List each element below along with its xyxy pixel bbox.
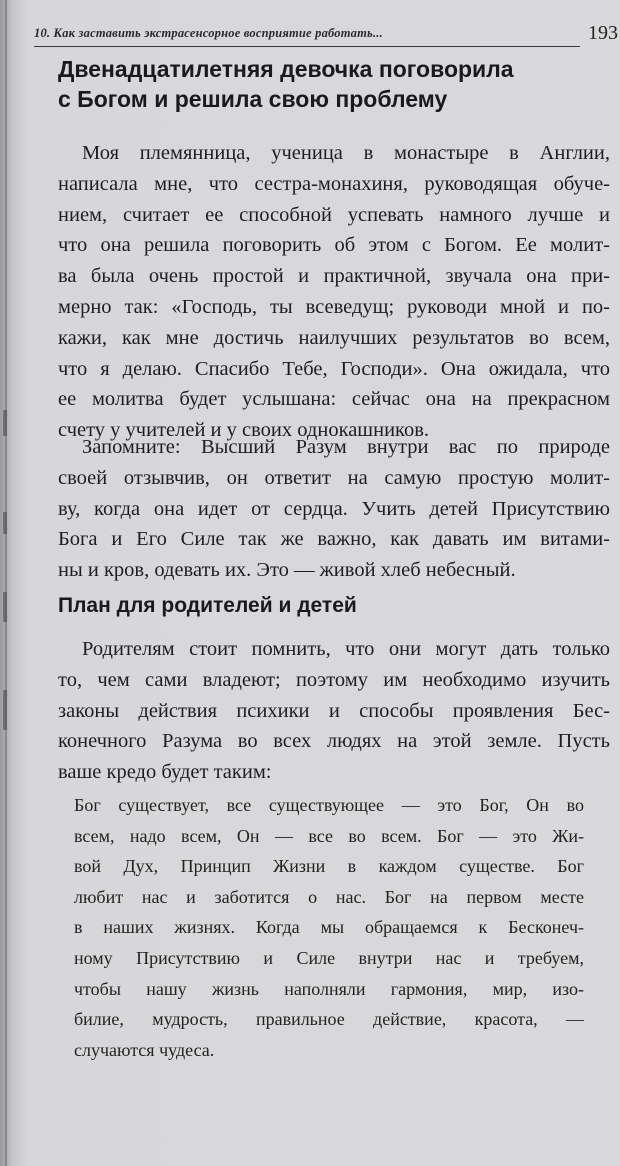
- section-title-line: План для родителей и детей: [58, 594, 357, 617]
- credo-quote: [74, 790, 584, 1065]
- paragraph-remember: [58, 432, 610, 586]
- text-line: законы действия психики и способы проявления Бес-: [58, 699, 610, 722]
- running-head: 10. Как заставить экстрасенсорное восприятие работать...: [34, 26, 383, 40]
- text-line: ваше кредо будет таким:: [58, 761, 272, 784]
- text-line: что она решила поговорить об этом с Богом. Ее молит-: [58, 234, 610, 257]
- text-line: Бога и Его Силе так же важно, как давать им витами-: [58, 528, 610, 551]
- text-line: конечного Разума во всех людях на этой земле. Пусть: [58, 730, 610, 753]
- quote-line: всем, надо всем, Он — все во всем. Бог — это Жи-: [74, 825, 584, 846]
- quote-line: билие, мудрость, правильное действие, красота, —: [74, 1009, 584, 1030]
- quote-line: Бог существует, все существующее — это Бог, Он во: [74, 795, 584, 815]
- margin-mark: [3, 690, 7, 730]
- quote-line: чтобы нашу жизнь наполняли гармония, мир, изо-: [74, 978, 584, 999]
- text-line: ву, когда она идет от сердца. Учить детей Присутствию: [58, 497, 610, 520]
- section-title-plan: [58, 592, 598, 620]
- text-line: счету у учителей и у своих однокашников.: [58, 419, 430, 442]
- text-line: своей отзывчив, он ответит на самую простую молит-: [58, 466, 610, 489]
- margin-mark: [3, 592, 7, 622]
- margin-mark: [3, 512, 7, 534]
- section-title-line: с Богом и решила свою проблему: [58, 86, 448, 112]
- text-line: ее молитва будет услышана: сейчас она на прекрасном: [58, 388, 610, 411]
- text-line: то, чем сами владеют; поэтому им необходимо изучить: [58, 668, 610, 691]
- paragraph-parents: [58, 634, 610, 788]
- text-line: написала мне, что сестра-монахиня, руководящая обуче-: [58, 172, 610, 195]
- section-title-girl-prayer: [58, 54, 598, 114]
- paragraph-niece-story: [58, 138, 610, 446]
- text-line: мерно так: «Господь, ты всеведущ; руководи мной и по-: [58, 295, 610, 318]
- text-line: что я делаю. Спасибо Тебе, Господи». Она ожидала, что: [58, 357, 610, 380]
- quote-line: любит нас и заботится о нас. Бог на первом месте: [74, 886, 584, 907]
- text-line: Родителям стоит помнить, что они могут дать только: [82, 638, 610, 660]
- quote-line: случаются чудеса.: [74, 1039, 215, 1060]
- margin-mark: [3, 410, 7, 436]
- quote-line: в наших жизнях. Когда мы обращаемся к Бесконеч-: [74, 917, 584, 938]
- quote-line: вой Дух, Принцип Жизни в каждом существе. Бог: [74, 856, 584, 877]
- text-line: Моя племянница, ученица в монастыре в Англии,: [82, 142, 610, 164]
- section-title-line: Двенадцатилетняя девочка поговорила: [58, 56, 514, 82]
- text-line: ны и кров, одевать их. Это — живой хлеб небесный.: [58, 559, 516, 582]
- quote-line: ному Присутствию и Силе внутри нас и требуем,: [74, 947, 584, 968]
- header-rule: [34, 46, 580, 47]
- text-line: кажи, как мне достичь наилучших результатов во всем,: [58, 326, 610, 349]
- page-number: 193: [588, 22, 618, 44]
- text-line: ва была очень простой и практичной, звучала она при-: [58, 265, 610, 288]
- text-line: Запомните: Высший Разум внутри вас по природе: [82, 436, 610, 458]
- text-line: нием, считает ее способной успевать намного лучше и: [58, 203, 610, 226]
- page-spine-shadow: [5, 0, 7, 1166]
